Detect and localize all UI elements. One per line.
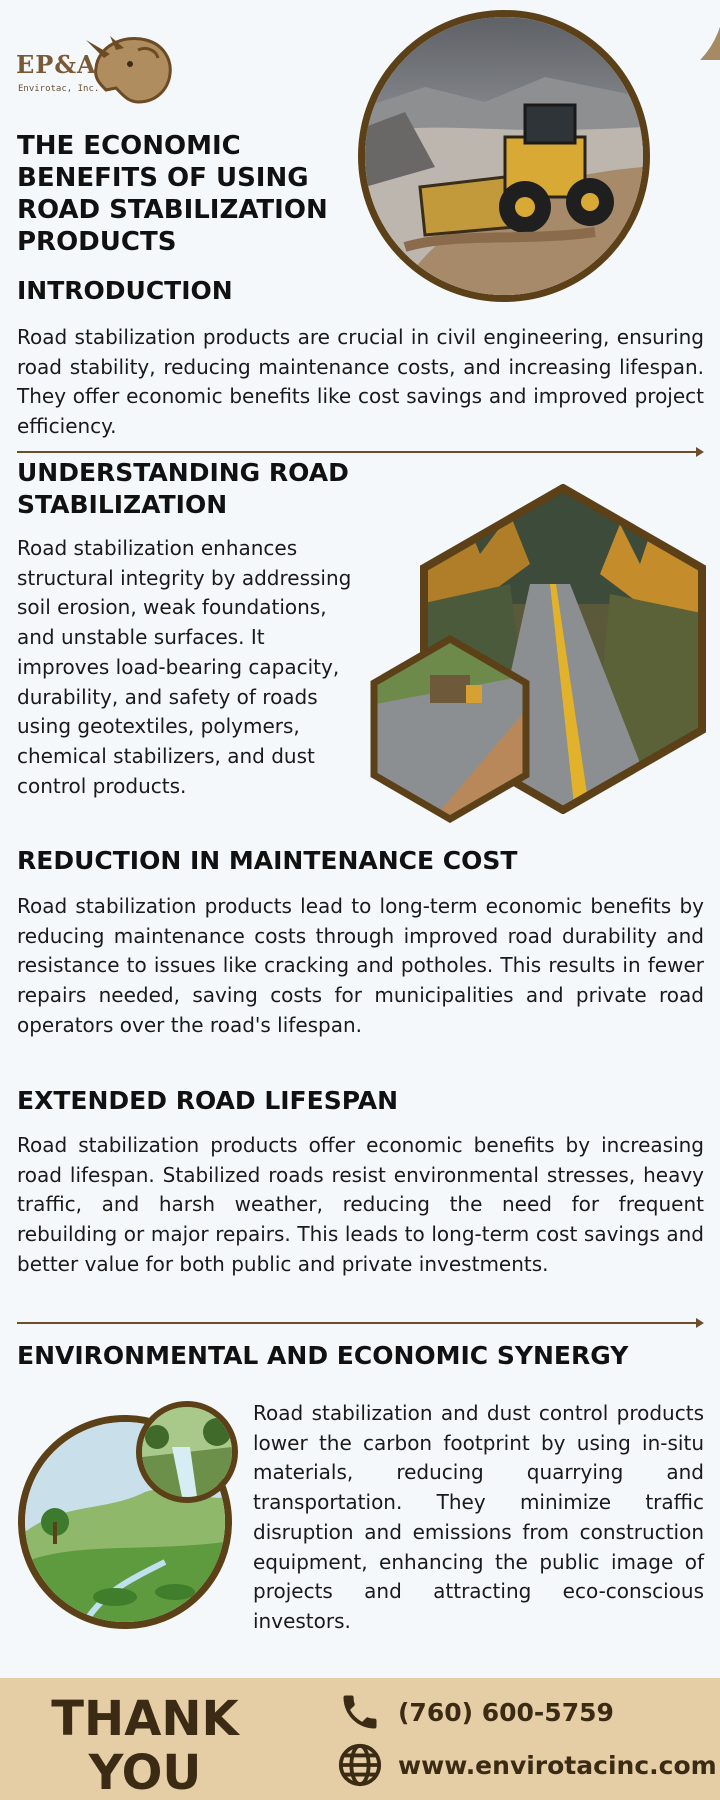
website-contact[interactable]	[336, 1741, 717, 1789]
thank-you-text: THANK YOU	[51, 1691, 239, 1800]
intro-body: Road stabilization products are crucial in civil engineering, ensuring road stability, reducing maintenance costs, and increasing lifespan. They offer economic benefits like cost savings and improved project efficiency.	[17, 325, 704, 439]
phone-icon	[336, 1688, 384, 1736]
intro-heading: INTRODUCTION	[17, 276, 233, 305]
section-divider	[17, 451, 702, 453]
phone-contact[interactable]	[336, 1688, 614, 1736]
synergy-body: Road stabilization and dust control products lower the carbon footprint by using in-situ materials, reducing quarrying and transportation. They minimize traffic disruption and emissions from construction equipment, enhancing the public image of projects and attracting eco-conscious investors.	[253, 1401, 704, 1633]
corner-decoration	[630, 0, 720, 60]
waterfall-image	[136, 1401, 238, 1503]
maintenance-heading: REDUCTION IN MAINTENANCE COST	[17, 846, 518, 875]
lifespan-body: Road stabilization products offer economic benefits by increasing road lifespan. Stabilized roads resist environmental stresses, heavy traffic, and harsh weather, reducing the need for frequent rebuilding or major repairs. This leads to long-term cost savings and better value for both public and private investments.	[17, 1133, 704, 1276]
truck-hexagon-image	[370, 635, 530, 823]
page-title: THE ECONOMIC BENEFITS OF USING ROAD STABILIZATION PRODUCTS	[17, 131, 328, 257]
lifespan-heading: EXTENDED ROAD LIFESPAN	[17, 1086, 399, 1115]
waterfall-icon	[142, 1407, 232, 1497]
bulldozer-image	[358, 10, 650, 302]
synergy-heading: ENVIRONMENTAL AND ECONOMIC SYNERGY	[17, 1341, 629, 1370]
phone-number: (760) 600-5759	[398, 1697, 614, 1727]
understanding-heading: UNDERSTANDING ROAD STABILIZATION	[17, 458, 349, 519]
logo-company: Envirotac, Inc.	[18, 84, 100, 94]
understanding-body: Road stabilization enhances structural integrity by addressing soil erosion, weak foundations, and unstable surfaces. It improves load-bearing capacity, durability, and safety of roads using geotextiles, polymers, chemical stabilizers, and dust control products.	[17, 536, 352, 798]
logo-brand: EP&A	[16, 50, 97, 79]
website-url: www.envirotacinc.com	[398, 1750, 717, 1780]
section-divider-2	[17, 1322, 702, 1324]
footer	[0, 1678, 720, 1800]
globe-icon	[336, 1741, 384, 1789]
bulldozer-icon	[365, 17, 643, 295]
maintenance-body: Road stabilization products lead to long-term economic benefits by reducing maintenance costs through improved road durability and resistance to issues like cracking and potholes. This results in fewer repairs needed, saving costs for municipalities and private road operators over the road's lifespan.	[17, 894, 704, 1037]
company-logo[interactable]	[16, 24, 166, 104]
